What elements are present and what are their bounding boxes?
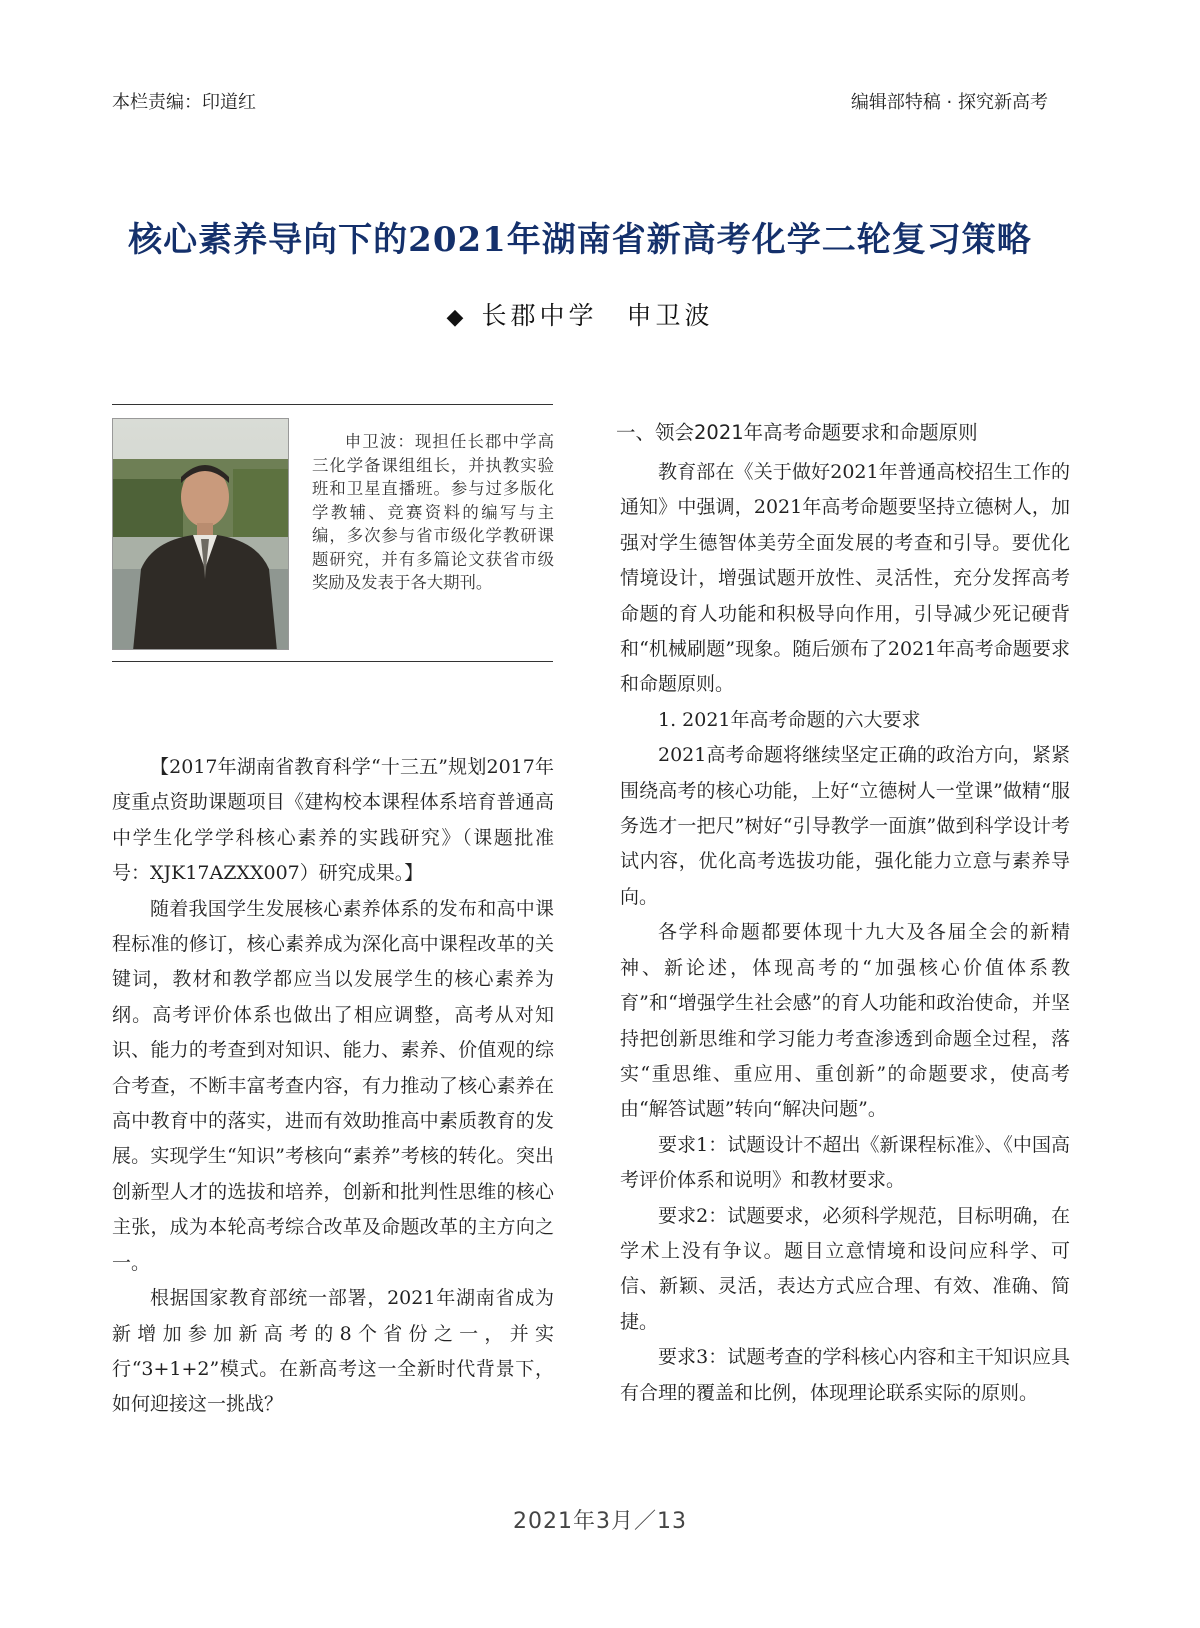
paragraph: 教育部在《关于做好2021年普通高校招生工作的通知》中强调，2021年高考命题要坚持立德树人，加强对学生德智体美劳全面发展的考查和引导。要优化情境设计，增强试题开放性、灵活性，充分发挥高考命题的育人功能和积极导向作用，引导减少死记硬背和“机械刷题”现象。随后颁布了2021年高考命题要求和命题原则。: [620, 461, 1070, 696]
paragraph: 2021高考命题将继续坚定正确的政治方向，紧紧围绕高考的核心功能，上好“立德树人一堂课”做精“服务选才一把尺”树好“引导教学一面旗”做到科学设计考试内容，优化高考选拔功能，强化能力立意与素养导向。: [620, 744, 1070, 908]
paragraph: 各学科命题都要体现十九大及各届全会的新精神、新论述，体现高考的“加强核心价值体系教育”和“增强学生社会感”的育人功能和政治使命，并坚持把创新思维和学习能力考查渗透到命题全过程，落实“重思维、重应用、重创新”的命题要求，使高考由“解答试题”转向“解决问题”。: [620, 921, 1070, 1121]
funding-note: 【2017年湖南省教育科学“十三五”规划2017年度重点资助课题项目《建构校本课程体系培育普通高中学生化学学科核心素养的实践研究》（课题批准号：XJK17AZXX007）研究成果。】: [112, 756, 554, 885]
paragraph: 随着我国学生发展核心素养体系的发布和高中课程标准的修订，核心素养成为深化高中课程改革的关键词，教材和教学都应当以发展学生的核心素养为纲。高考评价体系也做出了相应调整，高考从对知识、能力的考查到对知识、能力、素养、价值观的综合考查，不断丰富考查内容，有力推动了核心素养在高中教育中的落实，进而有效助推高中素质教育的发展。实现学生“知识”考核向“素养”考核的转化。突出创新型人才的选拔和培养，创新和批判性思维的核心主张，成为本轮高考综合改革及命题改革的主方向之一。: [112, 897, 554, 1274]
requirement-2: 要求2：试题要求，必须科学规范，目标明确，在学术上没有争议。题目立意情境和设问应科学、可信、新颖、灵活，表达方式应合理、有效、准确、简捷。: [620, 1204, 1070, 1333]
portrait-image: [113, 419, 289, 650]
section-heading: 一、领会2021年高考命题要求和命题原则: [616, 421, 978, 444]
author-name: 长郡中学 申卫波: [481, 301, 714, 330]
paragraph: 根据国家教育部统一部署，2021年湖南省成为新增加参加新高考的8个省份之一，并实行“3+1+2”模式。在新高考这一全新时代背景下，如何迎接这一挑战？: [112, 1287, 554, 1416]
subheading: 1. 2021年高考命题的六大要求: [658, 708, 921, 731]
bio-bottom-rule: [112, 661, 553, 662]
author-byline: [0, 296, 1160, 332]
left-column: [112, 750, 554, 1423]
column-name: 编辑部特稿 · 探究新高考: [850, 92, 1048, 113]
requirement-1: 要求1：试题设计不超出《新课程标准》、《中国高考评价体系和说明》和教材要求。: [620, 1133, 1070, 1192]
requirement-3: 要求3：试题考查的学科核心内容和主干知识应具有合理的覆盖和比例，体现理论联系实际的原则。: [620, 1346, 1070, 1404]
article-title: 核心素养导向下的2021年湖南省新高考化学二轮复习策略: [128, 220, 1032, 260]
section-editor: 本栏责编：印道红: [112, 92, 256, 113]
author-photo: [112, 418, 289, 650]
bio-top-rule: [112, 404, 553, 405]
author-bio: 申卫波：现担任长郡中学高三化学备课组组长，并执教实验班和卫星直播班。参与过多版化学教辅、竞赛资料的编写与主编，多次参与省市级化学教研课题研究，并有多篇论文获省市级奖励及发表于各大期刊。: [312, 432, 554, 592]
page-footer: 2021年3月／13: [513, 1509, 687, 1534]
diamond-icon: ◆: [446, 305, 468, 330]
right-column: [616, 421, 1070, 1411]
